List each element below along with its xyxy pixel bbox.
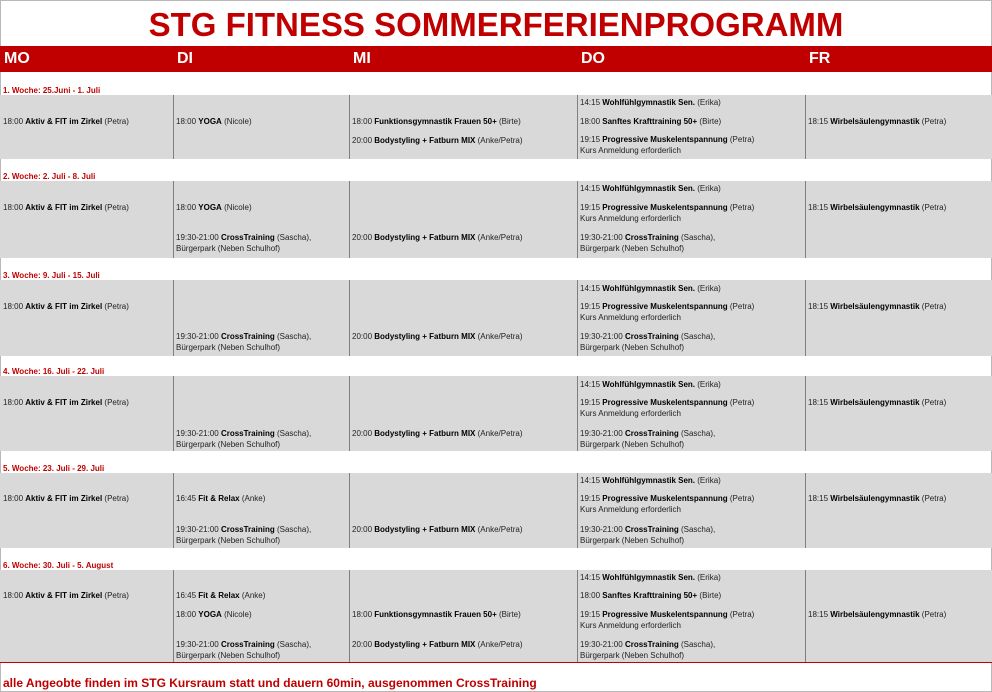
course-time: 19:15	[580, 494, 601, 503]
course-time: 18:15	[808, 494, 829, 503]
course-trainer: (Petra)	[729, 302, 755, 311]
course-entry	[808, 397, 946, 408]
course-entry	[580, 331, 715, 353]
course-entry	[580, 202, 754, 224]
week-label: 6. Woche: 30. Juli - 5. August	[3, 561, 114, 570]
course-note: Bürgerpark (Neben Schulhof)	[176, 343, 281, 352]
course-trainer: (Petra)	[921, 203, 947, 212]
course-entry	[176, 428, 311, 450]
course-time: 19:30-21:00	[580, 429, 623, 438]
course-time: 16:45	[176, 591, 197, 600]
course-trainer: (Petra)	[729, 135, 755, 144]
course-entry	[580, 183, 721, 194]
column-divider	[173, 95, 174, 159]
course-name: CrossTraining	[220, 429, 275, 438]
course-entry	[3, 397, 129, 408]
week-band	[0, 473, 992, 548]
course-name: Bodystyling + Fatburn MIX	[374, 233, 476, 242]
course-name: CrossTraining	[220, 332, 275, 341]
course-time: 14:15	[580, 380, 601, 389]
course-time: 19:30-21:00	[176, 233, 219, 242]
course-entry	[580, 397, 754, 419]
course-trainer: (Petra)	[729, 203, 755, 212]
course-entry	[3, 301, 129, 312]
course-time: 19:15	[580, 302, 601, 311]
week-label: 3. Woche: 9. Juli - 15. Juli	[3, 271, 100, 280]
course-trainer: (Erika)	[697, 184, 721, 193]
course-trainer: (Sascha),	[276, 640, 312, 649]
day-header-di: DI	[177, 50, 193, 67]
day-header-fr: FR	[809, 50, 831, 67]
course-time: 18:00	[3, 302, 24, 311]
course-time: 14:15	[580, 573, 601, 582]
course-trainer: (Sascha),	[680, 525, 716, 534]
course-name: Funktionsgymnastik Frauen 50+	[374, 117, 497, 126]
course-trainer: (Nicole)	[224, 610, 252, 619]
course-entry	[580, 493, 754, 515]
course-entry	[808, 301, 946, 312]
course-time: 19:30-21:00	[176, 640, 219, 649]
course-name: CrossTraining	[220, 525, 275, 534]
column-divider	[173, 280, 174, 356]
course-entry	[176, 202, 252, 213]
course-name: Aktiv & FIT im Zirkel	[25, 117, 103, 126]
course-entry	[580, 475, 721, 486]
course-name: CrossTraining	[624, 233, 679, 242]
course-trainer: (Petra)	[104, 494, 129, 503]
course-name: Wohlfühlgymnastik Sen.	[602, 573, 696, 582]
course-name: Progressive Muskelentspannung	[602, 610, 728, 619]
course-time: 18:00	[3, 117, 24, 126]
page-title: STG FITNESS SOMMERFERIENPROGRAMM	[148, 6, 844, 43]
course-note: Kurs Anmeldung erforderlich	[580, 505, 681, 514]
course-time: 18:00	[352, 610, 373, 619]
course-entry	[352, 116, 521, 127]
course-note: Bürgerpark (Neben Schulhof)	[580, 440, 685, 449]
course-trainer: (Sascha),	[276, 429, 312, 438]
column-divider	[577, 570, 578, 662]
course-time: 18:00	[3, 591, 24, 600]
course-name: Wohlfühlgymnastik Sen.	[602, 380, 696, 389]
course-trainer: (Sascha),	[680, 233, 716, 242]
course-trainer: (Birte)	[699, 117, 722, 126]
column-divider	[577, 280, 578, 356]
course-entry	[3, 590, 129, 601]
column-divider	[173, 376, 174, 451]
course-trainer: (Sascha),	[276, 233, 312, 242]
course-note: Kurs Anmeldung erforderlich	[580, 146, 681, 155]
course-trainer: (Petra)	[104, 302, 129, 311]
course-trainer: (Petra)	[104, 591, 129, 600]
course-time: 18:00	[3, 203, 24, 212]
course-name: Wohlfühlgymnastik Sen.	[602, 476, 696, 485]
course-name: Bodystyling + Fatburn MIX	[374, 429, 476, 438]
course-trainer: (Erika)	[697, 476, 721, 485]
course-time: 19:15	[580, 398, 601, 407]
week-band	[0, 280, 992, 356]
day-header-mo: MO	[4, 50, 30, 67]
course-time: 18:00	[176, 203, 197, 212]
course-note: Bürgerpark (Neben Schulhof)	[580, 651, 685, 660]
course-time: 19:15	[580, 610, 601, 619]
course-trainer: (Erika)	[697, 284, 721, 293]
course-trainer: (Anke/Petra)	[477, 640, 523, 649]
course-name: Bodystyling + Fatburn MIX	[374, 332, 476, 341]
course-entry	[176, 524, 311, 546]
course-entry	[352, 331, 523, 342]
course-name: CrossTraining	[220, 640, 275, 649]
course-note: Kurs Anmeldung erforderlich	[580, 214, 681, 223]
course-note: Bürgerpark (Neben Schulhof)	[176, 536, 281, 545]
course-name: Aktiv & FIT im Zirkel	[25, 591, 103, 600]
column-divider	[173, 473, 174, 548]
column-divider	[349, 280, 350, 356]
course-name: YOGA	[198, 203, 222, 212]
course-name: Bodystyling + Fatburn MIX	[374, 136, 476, 145]
week-band	[0, 181, 992, 258]
course-name: Aktiv & FIT im Zirkel	[25, 398, 103, 407]
course-time: 18:15	[808, 203, 829, 212]
course-entry	[176, 232, 311, 254]
course-name: Progressive Muskelentspannung	[602, 398, 728, 407]
course-entry	[176, 609, 252, 620]
course-entry	[580, 301, 754, 323]
course-note: Kurs Anmeldung erforderlich	[580, 313, 681, 322]
course-time: 19:30-21:00	[580, 525, 623, 534]
column-divider	[349, 376, 350, 451]
course-note: Bürgerpark (Neben Schulhof)	[580, 536, 685, 545]
course-trainer: (Petra)	[104, 398, 129, 407]
course-note: Bürgerpark (Neben Schulhof)	[176, 440, 281, 449]
column-divider	[805, 473, 806, 548]
course-trainer: (Anke)	[241, 591, 266, 600]
course-trainer: (Anke/Petra)	[477, 233, 523, 242]
course-time: 18:15	[808, 398, 829, 407]
course-entry	[3, 493, 129, 504]
course-time: 18:15	[808, 302, 829, 311]
course-name: Wirbelsäulengymnastik	[830, 117, 920, 126]
course-name: Progressive Muskelentspannung	[602, 302, 728, 311]
course-time: 19:30-21:00	[580, 640, 623, 649]
course-time: 18:00	[3, 494, 24, 503]
week-band	[0, 95, 992, 159]
course-note: Bürgerpark (Neben Schulhof)	[580, 343, 685, 352]
course-note: Kurs Anmeldung erforderlich	[580, 409, 681, 418]
course-note: Kurs Anmeldung erforderlich	[580, 621, 681, 630]
course-time: 18:00	[3, 398, 24, 407]
week-band	[0, 376, 992, 451]
course-name: Sanftes Krafttraining 50+	[602, 117, 698, 126]
course-name: CrossTraining	[624, 640, 679, 649]
course-entry	[176, 331, 311, 353]
course-trainer: (Petra)	[921, 117, 947, 126]
column-divider	[577, 181, 578, 258]
course-name: Aktiv & FIT im Zirkel	[25, 302, 103, 311]
course-entry	[352, 524, 523, 535]
day-header-row	[0, 46, 992, 72]
course-entry	[580, 609, 754, 631]
course-time: 14:15	[580, 98, 601, 107]
course-entry	[3, 116, 129, 127]
course-trainer: (Anke/Petra)	[477, 332, 523, 341]
course-trainer: (Petra)	[104, 117, 129, 126]
column-divider	[349, 473, 350, 548]
course-time: 19:15	[580, 135, 601, 144]
course-trainer: (Birte)	[498, 117, 521, 126]
course-time: 19:30-21:00	[176, 525, 219, 534]
column-divider	[805, 570, 806, 662]
day-header-do: DO	[581, 50, 605, 67]
week-label: 2. Woche: 2. Juli - 8. Juli	[3, 172, 96, 181]
column-divider	[349, 181, 350, 258]
course-entry	[176, 493, 265, 504]
course-time: 20:00	[352, 332, 373, 341]
course-time: 20:00	[352, 429, 373, 438]
course-trainer: (Erika)	[697, 573, 721, 582]
course-trainer: (Petra)	[729, 494, 755, 503]
course-name: Wirbelsäulengymnastik	[830, 610, 920, 619]
course-trainer: (Sascha),	[276, 332, 312, 341]
course-name: CrossTraining	[624, 525, 679, 534]
course-name: Wohlfühlgymnastik Sen.	[602, 284, 696, 293]
course-time: 18:00	[176, 117, 197, 126]
course-time: 19:30-21:00	[176, 332, 219, 341]
course-entry	[352, 232, 523, 243]
course-time: 18:15	[808, 117, 829, 126]
course-trainer: (Sascha),	[680, 332, 716, 341]
course-time: 14:15	[580, 476, 601, 485]
course-name: YOGA	[198, 610, 222, 619]
course-trainer: (Birte)	[498, 610, 521, 619]
course-entry	[580, 590, 721, 601]
course-entry	[176, 639, 311, 661]
course-trainer: (Petra)	[921, 302, 947, 311]
course-time: 18:00	[580, 117, 601, 126]
course-entry	[176, 590, 265, 601]
course-name: Wohlfühlgymnastik Sen.	[602, 184, 696, 193]
course-time: 20:00	[352, 525, 373, 534]
course-time: 16:45	[176, 494, 197, 503]
course-name: Fit & Relax	[198, 494, 240, 503]
course-name: Wohlfühlgymnastik Sen.	[602, 98, 696, 107]
course-entry	[3, 202, 129, 213]
column-divider	[805, 95, 806, 159]
course-trainer: (Anke/Petra)	[477, 525, 523, 534]
course-name: Funktionsgymnastik Frauen 50+	[374, 610, 497, 619]
course-name: Sanftes Krafttraining 50+	[602, 591, 698, 600]
column-divider	[805, 280, 806, 356]
course-name: Wirbelsäulengymnastik	[830, 302, 920, 311]
course-entry	[808, 116, 946, 127]
course-entry	[580, 639, 715, 661]
column-divider	[577, 473, 578, 548]
course-name: Aktiv & FIT im Zirkel	[25, 203, 103, 212]
course-note: Bürgerpark (Neben Schulhof)	[580, 244, 685, 253]
course-entry	[580, 283, 721, 294]
course-time: 14:15	[580, 184, 601, 193]
course-note: Bürgerpark (Neben Schulhof)	[176, 651, 281, 660]
course-trainer: (Petra)	[104, 203, 129, 212]
course-entry	[352, 428, 523, 439]
column-divider	[805, 376, 806, 451]
course-entry	[176, 116, 252, 127]
course-time: 19:30-21:00	[580, 332, 623, 341]
course-time: 14:15	[580, 284, 601, 293]
day-header-mi: MI	[353, 50, 371, 67]
course-entry	[580, 524, 715, 546]
course-name: Wirbelsäulengymnastik	[830, 203, 920, 212]
course-trainer: (Petra)	[921, 494, 947, 503]
column-divider	[349, 570, 350, 662]
footer-divider	[0, 662, 992, 663]
column-divider	[349, 95, 350, 159]
course-entry	[580, 116, 721, 127]
course-time: 18:00	[352, 117, 373, 126]
course-entry	[352, 609, 521, 620]
course-name: Bodystyling + Fatburn MIX	[374, 525, 476, 534]
course-name: CrossTraining	[624, 429, 679, 438]
course-trainer: (Erika)	[697, 98, 721, 107]
course-trainer: (Petra)	[921, 610, 947, 619]
course-entry	[808, 609, 946, 620]
course-time: 18:00	[176, 610, 197, 619]
column-divider	[577, 376, 578, 451]
course-trainer: (Sascha),	[680, 429, 716, 438]
course-name: Wirbelsäulengymnastik	[830, 494, 920, 503]
course-name: YOGA	[198, 117, 222, 126]
course-name: Wirbelsäulengymnastik	[830, 398, 920, 407]
course-trainer: (Petra)	[921, 398, 947, 407]
course-trainer: (Anke/Petra)	[477, 429, 523, 438]
course-name: Aktiv & FIT im Zirkel	[25, 494, 103, 503]
course-entry	[580, 97, 721, 108]
course-name: Progressive Muskelentspannung	[602, 494, 728, 503]
course-time: 20:00	[352, 640, 373, 649]
course-name: CrossTraining	[624, 332, 679, 341]
course-trainer: (Birte)	[699, 591, 722, 600]
course-trainer: (Petra)	[729, 610, 755, 619]
course-name: Bodystyling + Fatburn MIX	[374, 640, 476, 649]
course-trainer: (Nicole)	[224, 203, 252, 212]
course-trainer: (Petra)	[729, 398, 755, 407]
course-entry	[808, 202, 946, 213]
week-label: 1. Woche: 25.Juni - 1. Juli	[3, 86, 101, 95]
course-entry	[580, 572, 721, 583]
course-name: Progressive Muskelentspannung	[602, 203, 728, 212]
course-time: 20:00	[352, 233, 373, 242]
week-label: 4. Woche: 16. Juli - 22. Juli	[3, 367, 105, 376]
course-trainer: (Sascha),	[680, 640, 716, 649]
column-divider	[577, 95, 578, 159]
course-time: 19:15	[580, 203, 601, 212]
column-divider	[805, 181, 806, 258]
course-name: Progressive Muskelentspannung	[602, 135, 728, 144]
course-time: 18:00	[580, 591, 601, 600]
course-time: 20:00	[352, 136, 373, 145]
course-name: Fit & Relax	[198, 591, 240, 600]
footer-note: alle Angeobte finden im STG Kursraum statt und dauern 60min, ausgenommen CrossTraining	[3, 676, 537, 690]
course-entry	[580, 232, 715, 254]
course-name: CrossTraining	[220, 233, 275, 242]
course-entry	[352, 135, 523, 146]
course-trainer: (Sascha),	[276, 525, 312, 534]
course-time: 19:30-21:00	[580, 233, 623, 242]
course-time: 18:15	[808, 610, 829, 619]
course-entry	[580, 379, 721, 390]
course-time: 19:30-21:00	[176, 429, 219, 438]
course-trainer: (Nicole)	[224, 117, 252, 126]
course-entry	[580, 134, 754, 156]
course-trainer: (Erika)	[697, 380, 721, 389]
week-label: 5. Woche: 23. Juli - 29. Juli	[3, 464, 105, 473]
course-trainer: (Anke)	[241, 494, 266, 503]
course-note: Bürgerpark (Neben Schulhof)	[176, 244, 281, 253]
course-entry	[580, 428, 715, 450]
course-trainer: (Anke/Petra)	[477, 136, 523, 145]
course-entry	[808, 493, 946, 504]
column-divider	[173, 570, 174, 662]
course-entry	[352, 639, 523, 650]
column-divider	[173, 181, 174, 258]
